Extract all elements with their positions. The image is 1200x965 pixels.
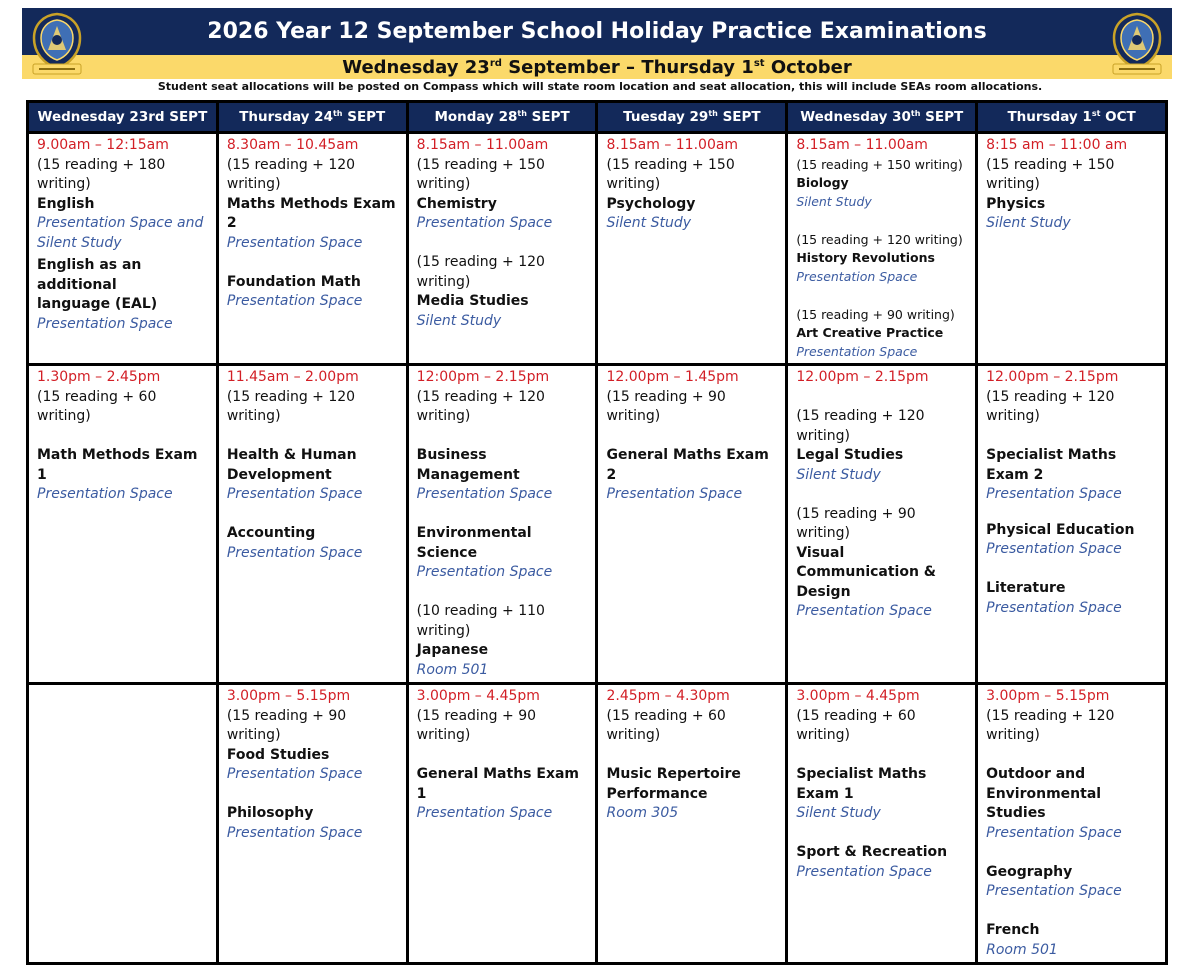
exam-time: 1.30pm – 2.45pm bbox=[37, 369, 161, 385]
column-header bbox=[977, 102, 1167, 133]
exam-duration: (15 reading + 180 writing) bbox=[37, 156, 166, 192]
exam-room: Presentation Space bbox=[226, 234, 363, 251]
exam-subject: Environmental Science bbox=[416, 525, 532, 561]
exam-room: Presentation Space bbox=[416, 486, 553, 502]
exam-room: Presentation Space bbox=[986, 883, 1122, 899]
spacer bbox=[986, 843, 1159, 863]
exam-room: Silent Study bbox=[606, 215, 691, 231]
spacer bbox=[986, 560, 1159, 580]
page-title: 2026 Year 12 September School Holiday Practice Examinations bbox=[22, 8, 1172, 55]
exam-subject: Visual Communication & bbox=[796, 544, 937, 580]
col-sup: th bbox=[517, 109, 527, 118]
exam-subject: Specialist Maths Exam 1 bbox=[796, 766, 927, 802]
exam-subject: Literature bbox=[986, 580, 1066, 596]
spacer bbox=[796, 211, 969, 231]
exam-duration: (15 reading + 120 writing) bbox=[416, 254, 545, 290]
exam-duration: (15 reading + 90 writing) bbox=[796, 505, 916, 541]
column-header bbox=[28, 102, 218, 133]
subtitle-end-sup: st bbox=[753, 58, 765, 69]
exam-subject: Accounting bbox=[226, 525, 316, 541]
subtitle-start-sup: rd bbox=[489, 58, 502, 69]
subtitle-start: Wednesday 23 bbox=[342, 57, 490, 78]
exam-time: 12:00pm – 2.15pm bbox=[416, 369, 550, 385]
column-header bbox=[787, 102, 977, 133]
exam-room: Presentation Space bbox=[226, 544, 363, 561]
exam-subject: language (EAL) bbox=[37, 296, 158, 312]
exam-duration: (15 reading + 120 writing) bbox=[796, 408, 925, 444]
exam-room: Presentation Space bbox=[796, 268, 918, 284]
column-header bbox=[407, 102, 597, 133]
col-label: Thursday 24 bbox=[239, 109, 333, 125]
exam-subject: French bbox=[986, 922, 1040, 938]
exam-room: Presentation Space bbox=[226, 486, 363, 502]
exam-duration: (15 reading + 90 writing) bbox=[796, 306, 955, 322]
exam-cell-empty bbox=[28, 684, 218, 964]
spacer bbox=[227, 505, 400, 525]
exam-cell bbox=[407, 365, 597, 684]
seat-allocation-notice: Student seat allocations will be posted on Compass which will state room location and seat allocation, this will include SEAs room allocations. bbox=[157, 80, 1043, 93]
spacer bbox=[986, 746, 1159, 766]
exam-time: 12.00pm – 1.45pm bbox=[606, 369, 739, 385]
exam-cell bbox=[977, 133, 1167, 365]
spacer bbox=[986, 427, 1159, 447]
col-post: SEPT bbox=[342, 109, 386, 125]
exam-subject: History Revolutions bbox=[796, 250, 935, 265]
exam-duration: (15 reading + 150 writing) bbox=[796, 156, 963, 172]
exam-timetable bbox=[26, 100, 1168, 965]
exam-duration: (15 reading + 60 writing) bbox=[606, 707, 726, 743]
exam-time: 12.00pm – 2.15pm bbox=[986, 369, 1119, 385]
exam-subject: Outdoor and bbox=[986, 766, 1086, 782]
exam-time: 8.15am – 11.00am bbox=[796, 137, 928, 153]
exam-duration: (15 reading + 120 writing) bbox=[986, 707, 1115, 743]
exam-time: 8.30am – 10.45am bbox=[226, 137, 359, 153]
exam-subject: Food Studies bbox=[226, 746, 330, 763]
exam-room: Presentation Space bbox=[986, 486, 1122, 502]
exam-subject: Health & Human bbox=[226, 447, 357, 463]
spacer bbox=[796, 388, 969, 408]
exam-room: Presentation Space bbox=[606, 486, 743, 502]
exam-duration: (15 reading + 120 writing) bbox=[796, 231, 963, 247]
exam-subject: Philosophy bbox=[226, 805, 314, 821]
exam-time: 2.45pm – 4.30pm bbox=[606, 688, 730, 704]
col-sup: st bbox=[1091, 109, 1101, 118]
exam-duration: (15 reading + 120 writing) bbox=[416, 388, 545, 424]
spacer bbox=[227, 253, 400, 273]
exam-subject: Art Creative Practice bbox=[796, 325, 944, 340]
exam-room: Silent Study bbox=[796, 466, 881, 483]
spacer bbox=[227, 785, 400, 805]
col-label: Wednesday 30 bbox=[800, 109, 911, 125]
col-label: Wednesday 23rd SEPT bbox=[37, 109, 208, 125]
exam-time: 9.00am – 12:15am bbox=[37, 137, 169, 153]
exam-room: Presentation Space bbox=[416, 564, 553, 580]
exam-duration: (15 reading + 120 writing) bbox=[226, 388, 356, 424]
exam-subject: Sport & Recreation bbox=[796, 844, 948, 860]
exam-room: Silent Study bbox=[986, 215, 1071, 231]
exam-room: Silent Study bbox=[37, 234, 122, 251]
exam-duration: (15 reading + 90 writing) bbox=[226, 707, 347, 743]
spacer bbox=[417, 746, 590, 766]
exam-cell bbox=[597, 684, 787, 964]
subtitle-end: October bbox=[764, 57, 852, 78]
spacer bbox=[417, 427, 590, 447]
exam-cell bbox=[597, 133, 787, 365]
exam-cell bbox=[977, 365, 1167, 684]
exam-time: 3.00pm – 4.45pm bbox=[416, 688, 540, 704]
exam-room: Presentation Space bbox=[37, 486, 173, 502]
exam-room: Presentation Space bbox=[986, 599, 1122, 616]
exam-subject: Japanese bbox=[416, 642, 489, 658]
exam-cell bbox=[787, 365, 977, 684]
spacer bbox=[986, 505, 1159, 521]
spacer bbox=[796, 824, 969, 844]
spacer bbox=[796, 286, 969, 306]
exam-cell bbox=[217, 684, 407, 964]
exam-cell bbox=[217, 365, 407, 684]
exam-subject: Media Studies bbox=[416, 293, 529, 309]
col-label: Tuesday 29 bbox=[623, 109, 709, 125]
exam-time: 8.15am – 11.00am bbox=[606, 137, 739, 153]
exam-subject: English bbox=[37, 195, 95, 212]
exam-room: Presentation Space bbox=[226, 293, 363, 309]
exam-room: Presentation Space and bbox=[37, 215, 204, 231]
exam-duration: (15 reading + 150 writing) bbox=[606, 156, 735, 192]
exam-subject: Psychology bbox=[606, 195, 696, 212]
exam-subject: Maths Methods Exam 2 bbox=[226, 195, 396, 231]
exam-cell bbox=[597, 365, 787, 684]
spacer bbox=[796, 746, 969, 766]
exam-duration: (15 reading + 120 writing) bbox=[226, 156, 356, 192]
col-label: Monday 28 bbox=[434, 109, 518, 125]
exam-subject: Foundation Math bbox=[226, 273, 361, 290]
exam-room: Room 501 bbox=[986, 941, 1058, 958]
exam-duration: (15 reading + 90 writing) bbox=[606, 388, 726, 424]
col-label: Thursday 1 bbox=[1007, 109, 1092, 125]
exam-cell bbox=[407, 133, 597, 365]
col-sup: th bbox=[332, 109, 343, 118]
exam-cell bbox=[787, 133, 977, 365]
date-range-subtitle bbox=[22, 55, 1172, 79]
exam-subject: Business Management bbox=[416, 447, 520, 483]
exam-subject: General Maths Exam 1 bbox=[416, 766, 580, 802]
exam-cell bbox=[407, 684, 597, 964]
column-header bbox=[597, 102, 787, 133]
exam-duration: (15 reading + 120 writing) bbox=[986, 388, 1115, 424]
exam-duration: (15 reading + 150 writing) bbox=[986, 156, 1115, 192]
exam-duration: (10 reading + 110 writing) bbox=[416, 603, 545, 639]
exam-duration: (15 reading + 150 writing) bbox=[416, 156, 545, 192]
spacer bbox=[417, 505, 590, 525]
col-post: OCT bbox=[1100, 109, 1136, 125]
exam-subject: Specialist Maths Exam 2 bbox=[986, 447, 1117, 483]
exam-subject: Geography bbox=[986, 863, 1073, 880]
exam-subject: Chemistry bbox=[416, 195, 497, 212]
exam-room: Presentation Space bbox=[37, 315, 173, 332]
exam-cell bbox=[217, 133, 407, 365]
spacer bbox=[417, 583, 590, 603]
exam-subject: Legal Studies bbox=[796, 447, 904, 463]
exam-time: 8:15 am – 11:00 am bbox=[986, 137, 1128, 153]
exam-cell bbox=[28, 365, 218, 684]
exam-time: 3.00pm – 4.45pm bbox=[796, 688, 920, 704]
exam-duration: (15 reading + 90 writing) bbox=[416, 707, 537, 743]
exam-cell bbox=[977, 684, 1167, 964]
exam-cell bbox=[28, 133, 218, 365]
exam-room: Room 305 bbox=[606, 805, 679, 821]
exam-subject: Biology bbox=[796, 175, 849, 190]
exam-duration: (15 reading + 60 writing) bbox=[796, 707, 916, 743]
spacer bbox=[606, 746, 779, 766]
exam-duration: (15 reading + 60 writing) bbox=[37, 388, 157, 424]
col-sup: th bbox=[708, 109, 718, 118]
exam-room: Presentation Space bbox=[986, 824, 1122, 841]
spacer bbox=[986, 902, 1159, 922]
exam-room: Presentation Space bbox=[226, 766, 363, 782]
exam-time: 8.15am – 11.00am bbox=[416, 137, 549, 153]
exam-room: Presentation Space bbox=[986, 541, 1122, 557]
col-post: SEPT bbox=[717, 109, 761, 125]
exam-subject: English as an additional bbox=[37, 257, 142, 293]
exam-room: Presentation Space bbox=[416, 805, 553, 821]
spacer bbox=[417, 234, 590, 254]
exam-subject: Physics bbox=[986, 195, 1046, 212]
exam-subject: Performance bbox=[606, 785, 708, 802]
exam-subject: General Maths Exam 2 bbox=[606, 447, 769, 483]
col-post: SEPT bbox=[526, 109, 570, 125]
school-crest-logo-left bbox=[30, 12, 84, 75]
exam-room: Presentation Space bbox=[226, 824, 363, 841]
exam-room: Presentation Space bbox=[796, 343, 918, 359]
exam-subject: Music Repertoire bbox=[606, 766, 741, 782]
exam-subject: Math Methods Exam 1 bbox=[37, 447, 198, 483]
exam-room: Presentation Space bbox=[416, 215, 553, 231]
exam-time: 3.00pm – 5.15pm bbox=[986, 688, 1110, 704]
exam-subject: Physical Education bbox=[986, 521, 1135, 538]
exam-room: Silent Study bbox=[796, 193, 872, 209]
exam-subject: Environmental Studies bbox=[986, 785, 1102, 821]
exam-time: 11.45am – 2.00pm bbox=[226, 369, 359, 385]
column-header bbox=[217, 102, 407, 133]
exam-room: Presentation Space bbox=[796, 603, 932, 619]
exam-cell bbox=[787, 684, 977, 964]
spacer bbox=[37, 427, 210, 447]
exam-subject: Design bbox=[796, 583, 851, 600]
exam-room: Room 501 bbox=[416, 661, 489, 678]
exam-room: Presentation Space bbox=[796, 863, 932, 880]
col-sup: th bbox=[910, 109, 921, 118]
col-post: SEPT bbox=[920, 109, 964, 125]
spacer bbox=[606, 427, 779, 447]
subtitle-mid: September – Thursday 1 bbox=[501, 57, 754, 78]
exam-room: Silent Study bbox=[416, 312, 502, 329]
exam-subject: Development bbox=[226, 466, 332, 483]
spacer bbox=[227, 427, 400, 447]
school-crest-logo-right bbox=[1110, 12, 1164, 75]
exam-time: 12.00pm – 2.15pm bbox=[796, 369, 929, 385]
exam-room: Silent Study bbox=[796, 805, 881, 821]
spacer bbox=[796, 485, 969, 505]
exam-time: 3.00pm – 5.15pm bbox=[226, 688, 351, 704]
